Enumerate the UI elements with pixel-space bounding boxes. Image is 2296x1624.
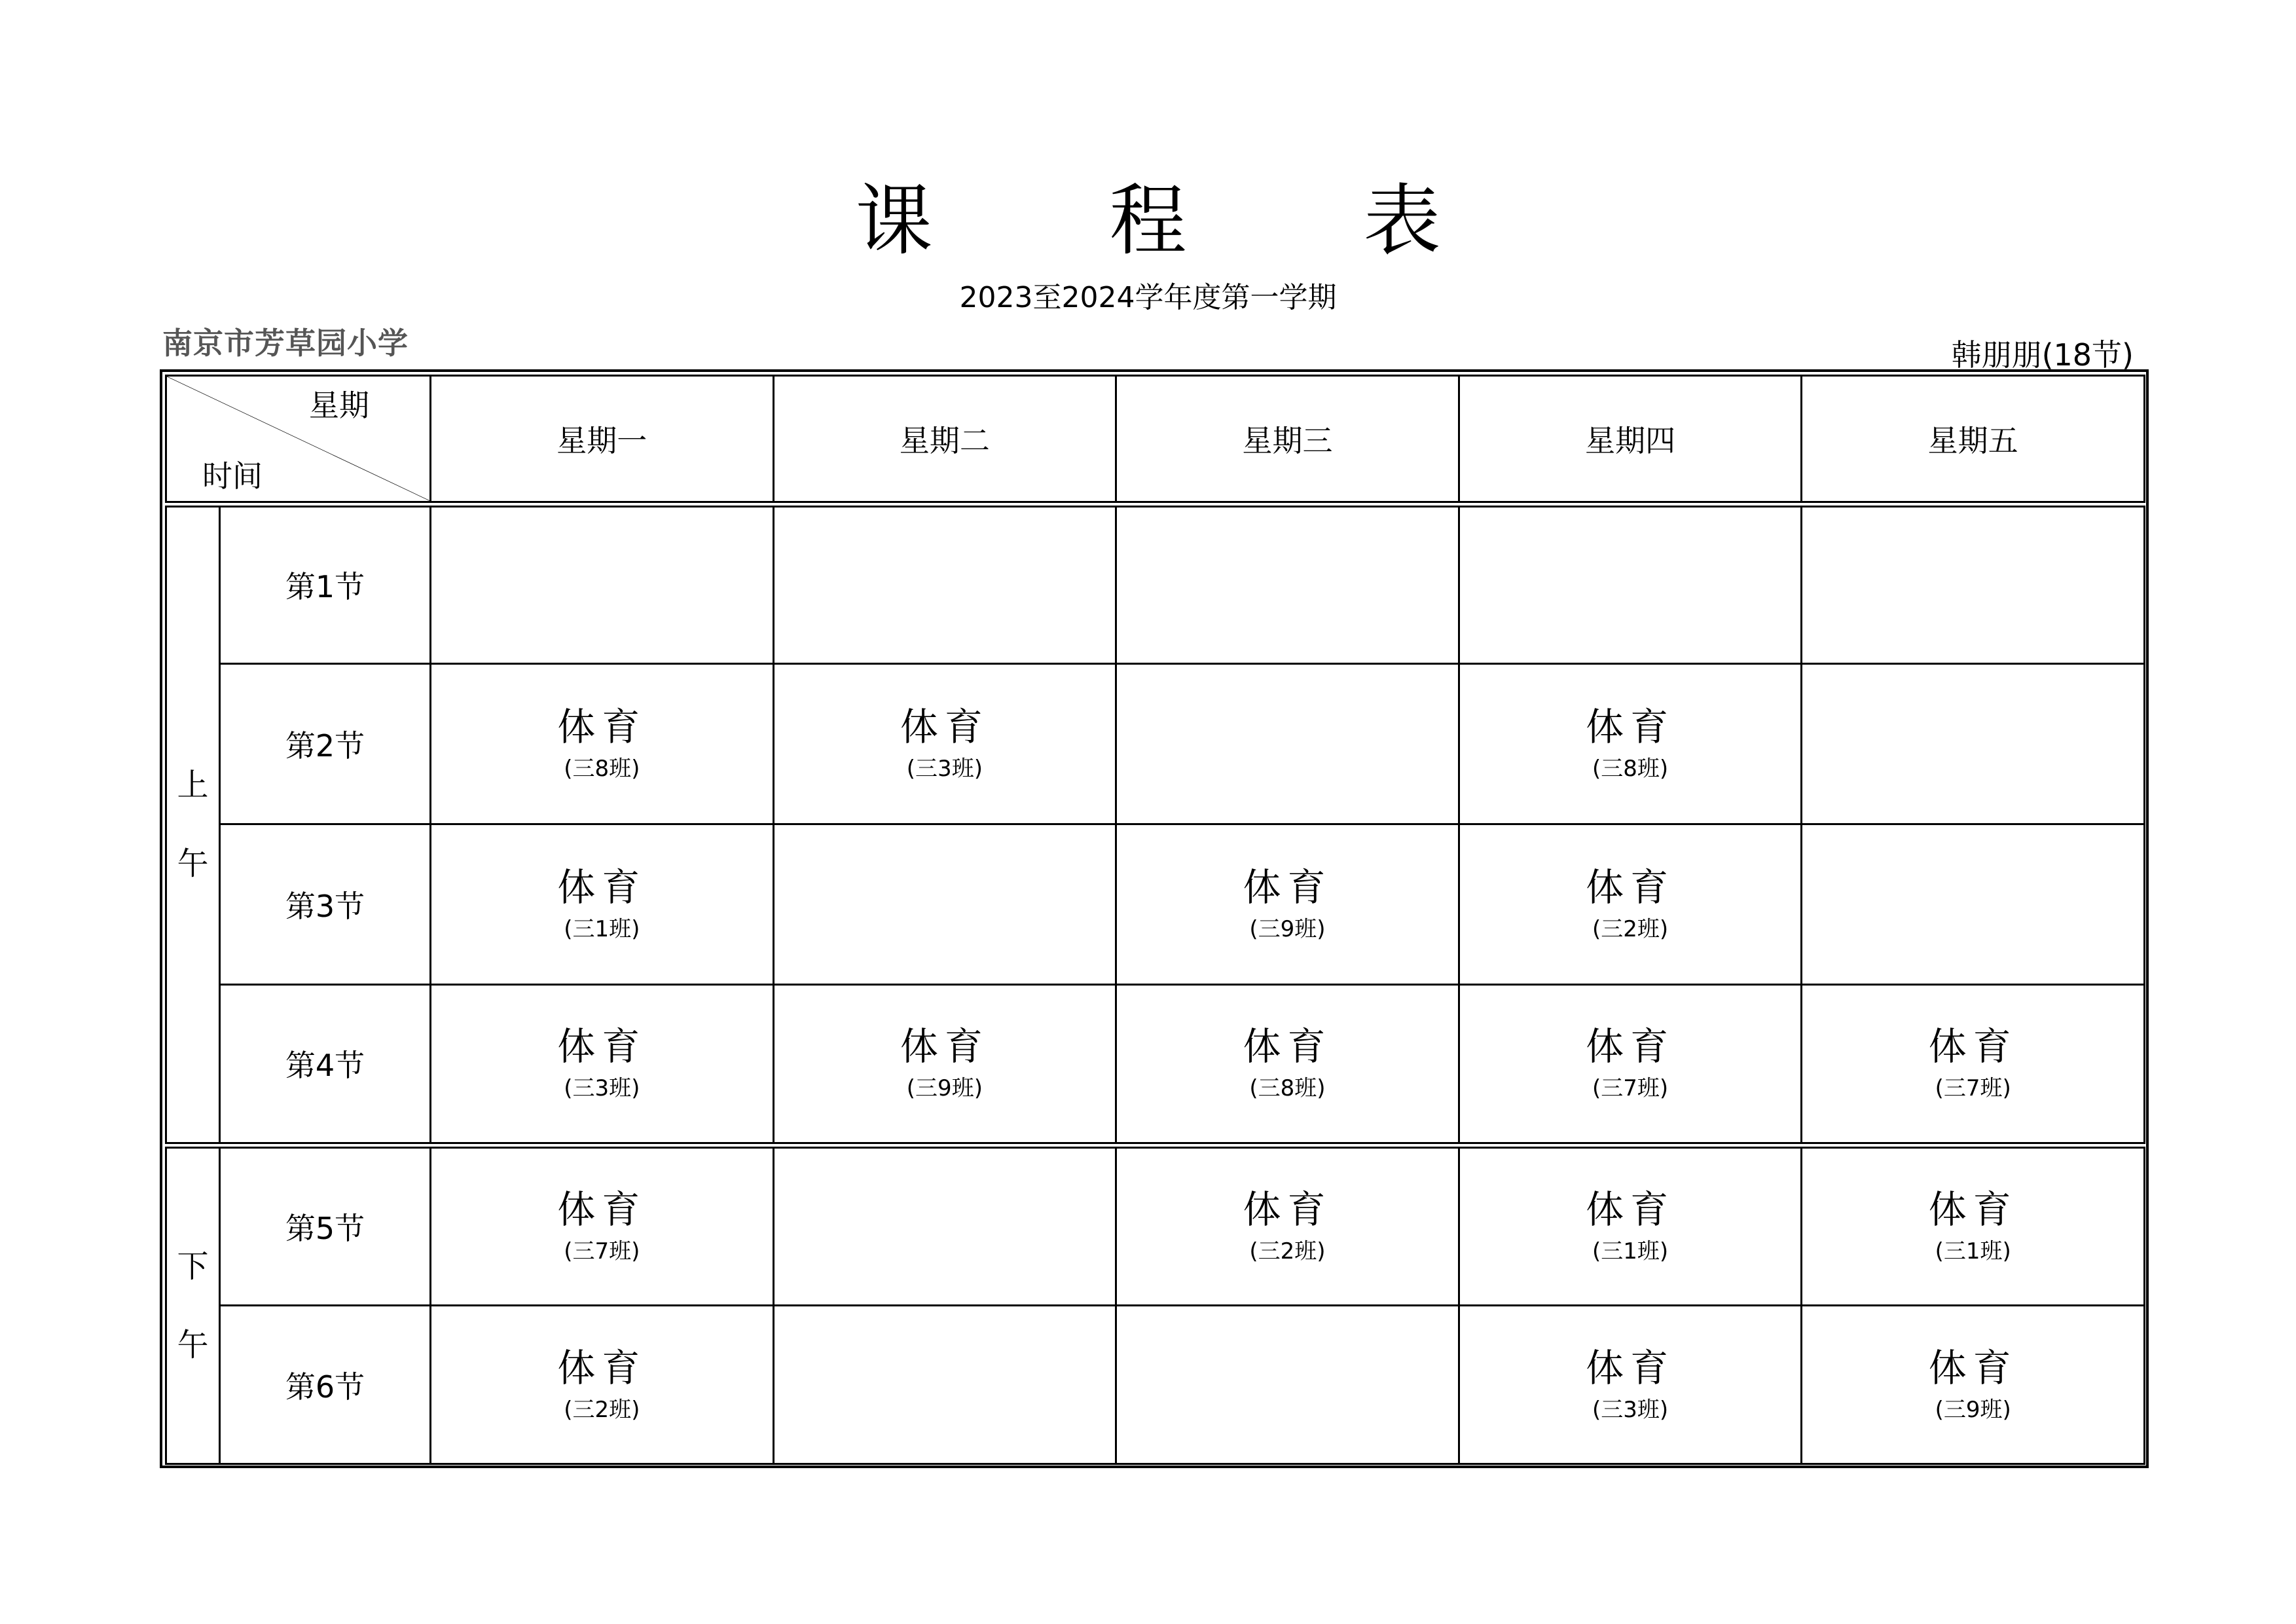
corner-cell [166, 376, 431, 504]
class-cell [1459, 504, 1802, 664]
period-row [166, 664, 2145, 824]
corner-day-label: 星期 [309, 388, 369, 423]
title-char: 课 [855, 175, 933, 266]
page-title [0, 172, 2296, 270]
period-row [166, 1306, 2145, 1464]
class-cell [1802, 664, 2145, 824]
class-cell: 体育 (三7班) [431, 1145, 774, 1306]
header-row [166, 376, 2145, 504]
teacher-name: 韩朋朋(18节) [1951, 337, 2134, 373]
class-cell [773, 824, 1116, 985]
class-cell: 体育 (三2班) [431, 1306, 774, 1464]
term-subtitle: 2023至2024学年度第一学期 [959, 281, 1337, 314]
class-cell: 体育 (三3班) [1459, 1306, 1802, 1464]
class-cell: 体育 (三8班) [1459, 664, 1802, 824]
class-cell: 体育 (三1班) [431, 824, 774, 985]
class-cell: 体育 (三9班) [1802, 1306, 2145, 1464]
class-cell [1802, 504, 2145, 664]
class-cell [773, 504, 1116, 664]
day-header: 星期五 [1802, 376, 2145, 504]
class-cell: 体育 (三8班) [1116, 985, 1459, 1145]
class-cell: 体育 (三2班) [1459, 824, 1802, 985]
class-cell: 体育 (三8班) [431, 664, 774, 824]
period-label: 第2节 [220, 664, 431, 824]
class-cell: 体育 (三3班) [773, 664, 1116, 824]
period-row [166, 824, 2145, 985]
class-cell [773, 1306, 1116, 1464]
morning-label: 上 午 [166, 504, 220, 1145]
schedule-table [165, 375, 2145, 1465]
class-cell [1116, 504, 1459, 664]
period-label: 第6节 [220, 1306, 431, 1464]
class-cell [431, 504, 774, 664]
class-cell [1116, 1306, 1459, 1464]
class-cell: 体育 (三7班) [1459, 985, 1802, 1145]
period-row [166, 504, 2145, 664]
day-header: 星期一 [431, 376, 774, 504]
period-label: 第3节 [220, 824, 431, 985]
corner-time-label: 时间 [202, 458, 263, 494]
class-cell: 体育 (三9班) [773, 985, 1116, 1145]
class-cell: 体育 (三2班) [1116, 1145, 1459, 1306]
day-header: 星期二 [773, 376, 1116, 504]
period-label: 第4节 [220, 985, 431, 1145]
period-row [166, 1145, 2145, 1306]
class-cell: 体育 (三9班) [1116, 824, 1459, 985]
day-header: 星期四 [1459, 376, 1802, 504]
afternoon-label: 下 午 [166, 1145, 220, 1464]
class-cell [773, 1145, 1116, 1306]
period-label: 第1节 [220, 504, 431, 664]
class-cell: 体育 (三1班) [1459, 1145, 1802, 1306]
title-char: 程 [1109, 175, 1187, 266]
class-cell [1116, 664, 1459, 824]
class-cell: 体育 (三7班) [1802, 985, 2145, 1145]
school-name: 南京市芳草园小学 [162, 325, 409, 361]
class-cell [1802, 824, 2145, 985]
title-char: 表 [1363, 175, 1441, 266]
class-cell: 体育 (三3班) [431, 985, 774, 1145]
period-label: 第5节 [220, 1145, 431, 1306]
day-header: 星期三 [1116, 376, 1459, 504]
period-row [166, 985, 2145, 1145]
class-cell: 体育 (三1班) [1802, 1145, 2145, 1306]
